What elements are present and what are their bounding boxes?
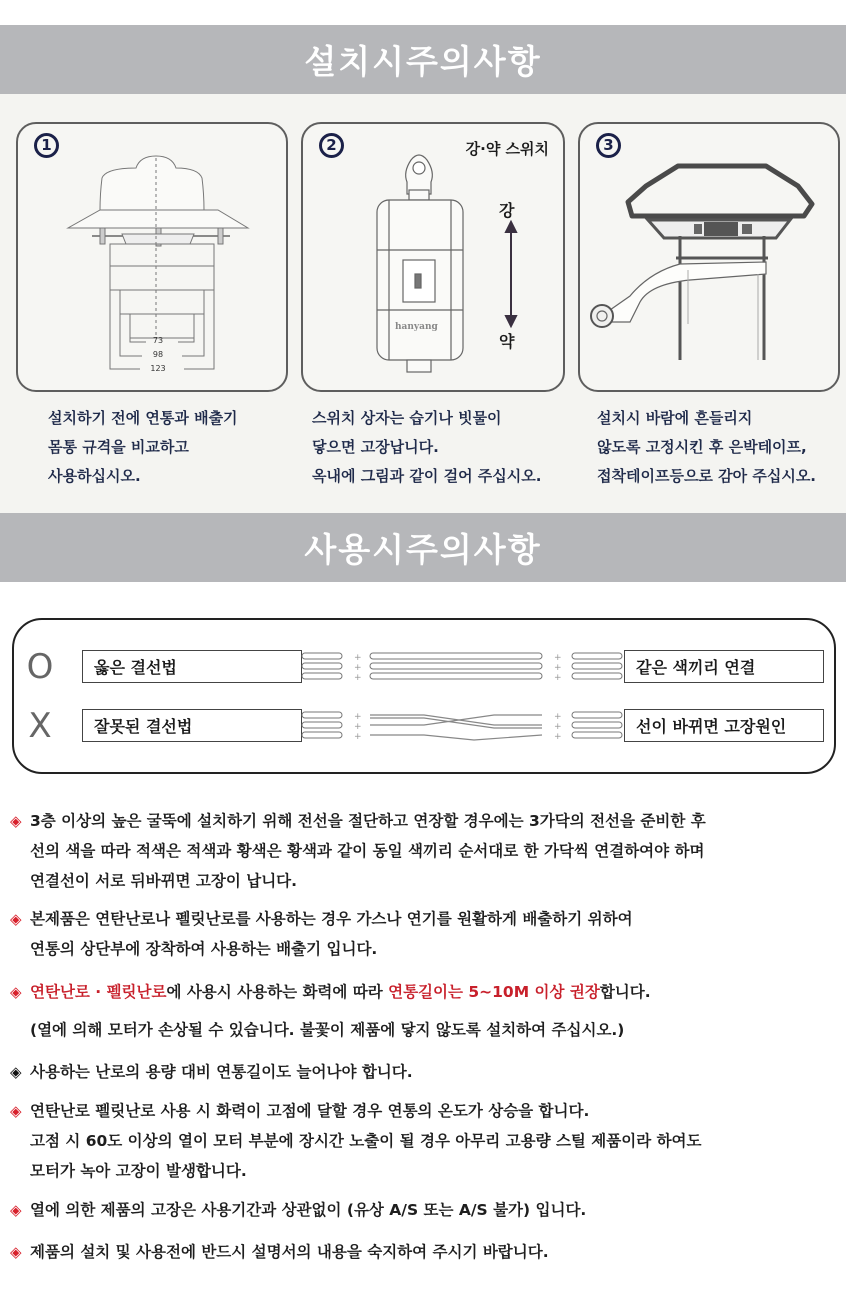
diamond-bullet-icon: ◈ <box>10 1063 22 1081</box>
correct-wiring-label: 옳은 결선법 <box>82 650 302 683</box>
wiring-diagram <box>12 618 836 774</box>
caption-line: 사용하십시오. <box>48 467 141 485</box>
svg-text:+: + <box>354 732 362 742</box>
install-section <box>0 94 846 513</box>
wrong-mark-icon: X <box>28 706 52 746</box>
note-item <box>10 1237 840 1267</box>
diamond-bullet-icon: ◈ <box>10 983 22 1001</box>
note-text: 에 사용시 사용하는 화력에 따라 <box>166 983 389 1001</box>
note-item <box>10 1057 840 1087</box>
note-line: 연통의 상단부에 장착하여 사용하는 배출기 입니다. <box>30 940 378 958</box>
caption-line: 접착테이프등으로 감아 주십시오. <box>597 467 817 485</box>
strong-label: 강 <box>499 201 515 220</box>
dimension-73: 73 <box>152 336 164 345</box>
note-line: 열에 의한 제품의 고장은 사용기간과 상관없이 (유상 A/S 또는 A/S 불가) 입니다. <box>30 1201 587 1219</box>
parallel-wires-icon <box>274 647 634 687</box>
diamond-bullet-icon: ◈ <box>10 1201 22 1219</box>
caption-line: 스위치 상자는 습기나 빗물이 <box>312 409 502 427</box>
note-line: 선의 색을 따라 적색은 적색과 황색은 황색과 같이 동일 색끼리 순서대로 한 가닥씩 연결하여야 하며 <box>30 842 705 860</box>
dimension-123: 123 <box>150 364 166 373</box>
svg-text:+: + <box>554 722 562 732</box>
install-panel-1 <box>16 122 288 392</box>
note-line: 연결선이 서로 뒤바뀌면 고장이 납니다. <box>30 872 298 890</box>
note-line: 고점 시 60도 이상의 열이 모터 부분에 장시간 노출이 될 경우 아무리 고용량 스틸 제품이라 하여도 <box>30 1132 702 1150</box>
install-panel-2 <box>301 122 565 392</box>
correct-mark-icon: O <box>26 647 54 687</box>
usage-precautions-title: 사용시주의사항 <box>304 530 542 569</box>
note-line <box>30 973 840 1011</box>
note-item <box>10 973 840 1049</box>
usage-precautions-banner <box>0 513 846 582</box>
step-number-badge: 2 <box>319 133 344 158</box>
svg-text:+: + <box>554 663 562 673</box>
diamond-bullet-icon: ◈ <box>10 812 22 830</box>
svg-text:+: + <box>554 732 562 742</box>
dimension-98: 98 <box>152 350 164 359</box>
install-panel-3 <box>578 122 840 392</box>
note-item <box>10 904 840 964</box>
caption-line: 않도록 고정시킨 후 은박테이프, <box>597 438 807 456</box>
caption-line: 옥내에 그림과 같이 걸어 주십시오. <box>312 467 542 485</box>
same-color-connect-label: 같은 색끼리 연결 <box>624 650 824 683</box>
switch-title: 강·약 스위치 <box>465 140 549 158</box>
install-precautions-title: 설치시주의사항 <box>304 42 542 81</box>
note-line: 본제품은 연탄난로나 펠릿난로를 사용하는 경우 가스나 연기를 원활하게 배출하기 위하여 <box>30 910 633 928</box>
caption-line: 몸통 규격을 비교하고 <box>48 438 189 456</box>
step-number-badge: 3 <box>596 133 621 158</box>
note-text: 합니다. <box>599 983 651 1001</box>
wiring-row-wrong <box>14 706 834 746</box>
note-line: 3층 이상의 높은 굴뚝에 설치하기 위해 전선을 절단하고 연장할 경우에는 3가닥의 전선을 준비한 후 <box>30 812 706 830</box>
svg-text:+: + <box>354 663 362 673</box>
step-number-badge: 1 <box>34 133 59 158</box>
install-precautions-banner <box>0 25 846 94</box>
svg-text:+: + <box>554 653 562 663</box>
svg-text:+: + <box>354 722 362 732</box>
power-switch-box-illustration <box>303 124 565 392</box>
diamond-bullet-icon: ◈ <box>10 910 22 928</box>
chimney-length-highlight: 연통길이는 5~10M 이상 권장 <box>388 983 600 1001</box>
chimney-taping-illustration <box>580 124 840 392</box>
wrong-wiring-label: 잘못된 결선법 <box>82 709 302 742</box>
note-item <box>10 1195 840 1225</box>
wiring-row-correct <box>14 647 834 687</box>
diamond-bullet-icon: ◈ <box>10 1243 22 1261</box>
note-item <box>10 806 840 896</box>
note-line: 연탄난로 펠릿난로 사용 시 화력이 고점에 달할 경우 연통의 온도가 상승을 합니다. <box>30 1102 590 1120</box>
usage-notes-list <box>10 806 840 1267</box>
svg-text:+: + <box>354 653 362 663</box>
note-line: 모터가 녹아 고장이 발생합니다. <box>30 1162 247 1180</box>
caption-line: 닿으면 고장납니다. <box>312 438 439 456</box>
svg-text:+: + <box>554 673 562 683</box>
note-line: 사용하는 난로의 용량 대비 연통길이도 늘어나야 합니다. <box>30 1063 413 1081</box>
crossed-wires-icon <box>274 706 634 746</box>
swapped-wire-failure-label: 선이 바뀌면 고장원인 <box>624 709 824 742</box>
diamond-bullet-icon: ◈ <box>10 1102 22 1120</box>
svg-text:+: + <box>354 712 362 722</box>
svg-text:+: + <box>554 712 562 722</box>
stove-type-highlight: 연탄난로 · 펠릿난로 <box>30 983 167 1001</box>
caption-line: 설치시 바람에 흔들리지 <box>597 409 753 427</box>
note-item <box>10 1096 840 1186</box>
brand-text: hanyang <box>395 322 438 332</box>
note-line: 제품의 설치 및 사용전에 반드시 설명서의 내용을 숙지하여 주시기 바랍니다. <box>30 1243 549 1261</box>
install-caption-2 <box>312 404 541 491</box>
svg-text:+: + <box>354 673 362 683</box>
install-caption-3 <box>597 404 816 491</box>
note-line: (열에 의해 모터가 손상될 수 있습니다. 불꽃이 제품에 닿지 않도록 설치하여 주십시오.) <box>30 1021 625 1039</box>
install-caption-1 <box>48 404 238 491</box>
weak-label: 약 <box>499 332 515 351</box>
caption-line: 설치하기 전에 연통과 배출기 <box>48 409 238 427</box>
